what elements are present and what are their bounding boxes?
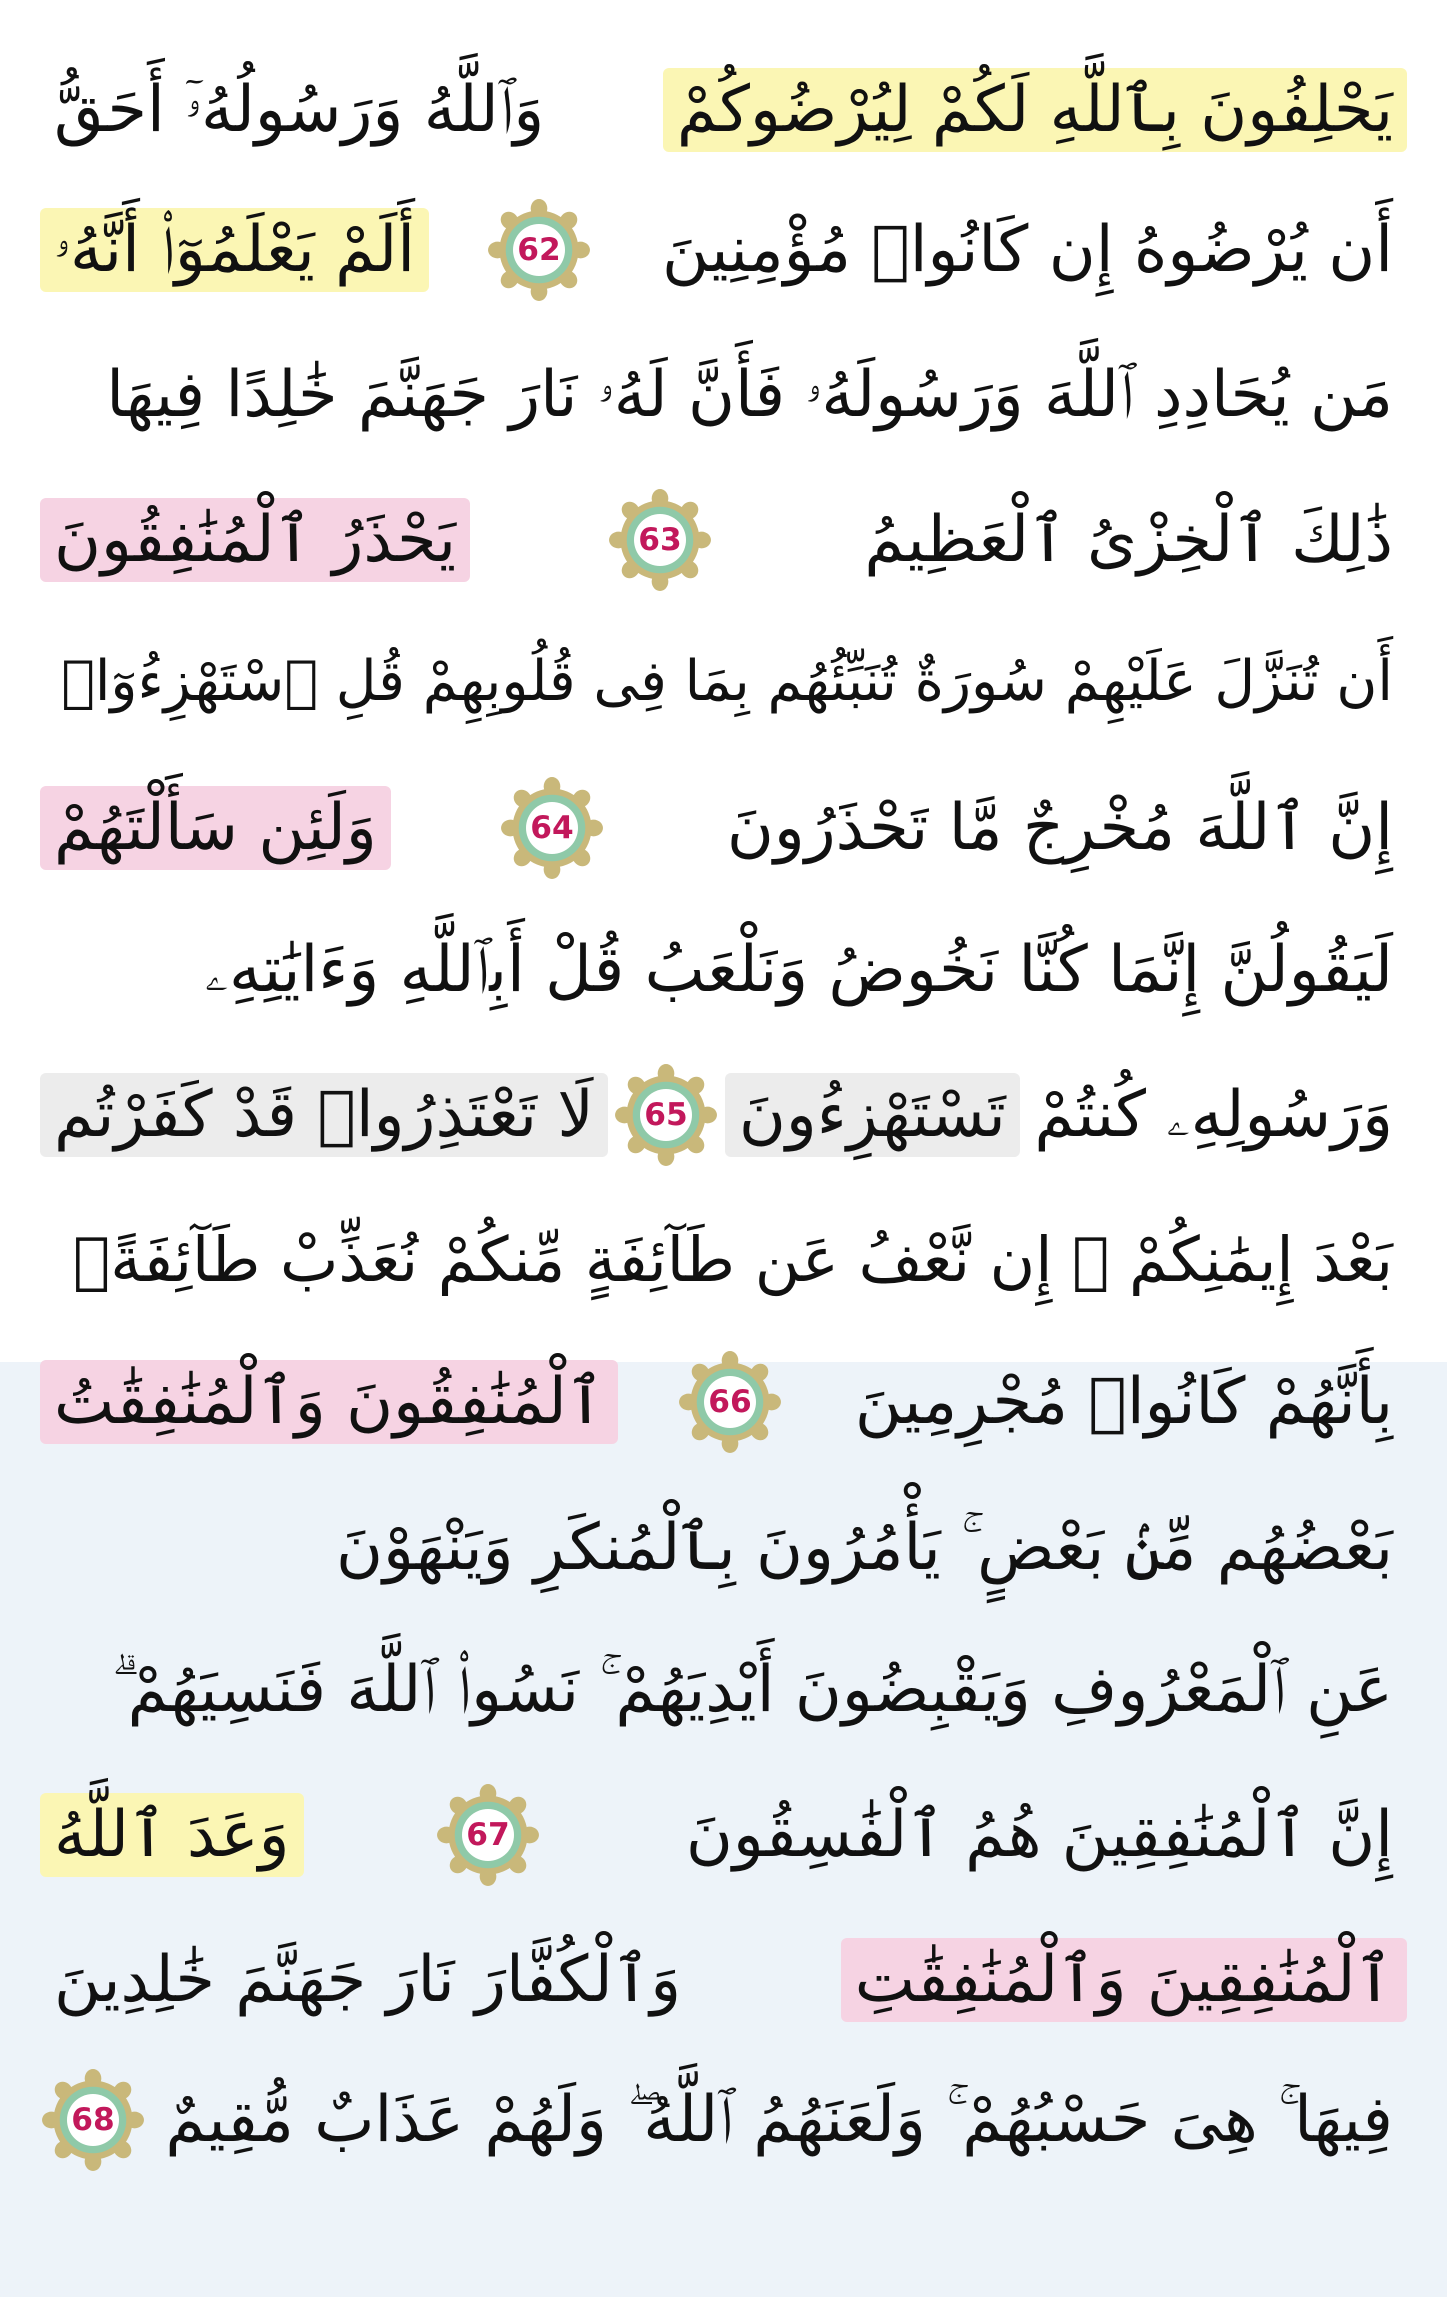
highlighted-phrase: تَسْتَهْزِءُونَ xyxy=(725,1073,1020,1157)
highlighted-phrase: يَحْذَرُ ٱلْمُنَٰفِقُونَ xyxy=(40,498,470,582)
highlighted-phrase: ٱلْمُنَٰفِقُونَ وَٱلْمُنَٰفِقَٰتُ xyxy=(40,1360,618,1444)
ayah-number: 67 xyxy=(465,1817,510,1854)
ayah-end-ornament-icon xyxy=(678,1350,782,1454)
verse-line xyxy=(40,1332,1407,1472)
verse-text: بَعْدَ إِيمَٰنِكُمْ ۚ إِن نَّعْفُ عَن طَآئِفَةٍ مِّنكُمْ نُعَذِّبْ طَآئِفَةًۢ xyxy=(72,1223,1393,1296)
verse-text: فِيهَا ۚ هِىَ حَسْبُهُمْ ۚ وَلَعَنَهُمُ ٱللَّهُ ۖ وَلَهُمْ عَذَابٌ مُّقِيمٌ xyxy=(165,2083,1393,2157)
highlighted-phrase: وَعَدَ ٱللَّهُ xyxy=(40,1793,304,1877)
highlighted-phrase: أَلَمْ يَعْلَمُوٓا۟ أَنَّهُۥ xyxy=(40,208,429,292)
verse-text: إِنَّ ٱللَّهَ مُخْرِجٌ مَّا تَحْذَرُونَ xyxy=(726,791,1393,865)
verse-text: وَرَسُولِهِۦ كُنتُمْ xyxy=(1034,1078,1393,1152)
verse-line xyxy=(40,612,1407,752)
verse-line xyxy=(40,1910,1407,2050)
ayah-number: 66 xyxy=(707,1384,752,1421)
ayah-number: 62 xyxy=(516,232,561,269)
highlighted-phrase: يَحْلِفُونَ بِٱللَّهِ لَكُمْ لِيُرْضُوكُمْ xyxy=(663,68,1407,152)
verse-text: بِأَنَّهُمْ كَانُوا۟ مُجْرِمِينَ xyxy=(854,1365,1393,1439)
verse-text: عَنِ ٱلْمَعْرُوفِ وَيَقْبِضُونَ أَيْدِيَهُمْ ۚ نَسُوا۟ ٱللَّهَ فَنَسِيَهُمْ ۗ xyxy=(111,1653,1393,1727)
verse-text: أَن تُنَزَّلَ عَلَيْهِمْ سُورَةٌ تُنَبِّئُهُم بِمَا فِى قُلُوبِهِمْ قُلِ ٱسْتَهْزِءُوٓا۟ xyxy=(61,649,1393,714)
verse-text: مَن يُحَادِدِ ٱللَّهَ وَرَسُولَهُۥ فَأَنَّ لَهُۥ نَارَ جَهَنَّمَ خَٰلِدًا فِيهَا xyxy=(106,358,1393,432)
verse-line xyxy=(40,1190,1407,1330)
verse-line xyxy=(40,2050,1407,2190)
highlighted-phrase: ٱلْمُنَٰفِقِينَ وَٱلْمُنَٰفِقَٰتِ xyxy=(841,1938,1407,2022)
verse-line xyxy=(40,1620,1407,1760)
highlighted-phrase: لَا تَعْتَذِرُوا۟ قَدْ كَفَرْتُم xyxy=(40,1073,608,1157)
ayah-number: 64 xyxy=(530,810,574,847)
verse-text: إِنَّ ٱلْمُنَٰفِقِينَ هُمُ ٱلْفَٰسِقُونَ xyxy=(685,1798,1393,1872)
verse-text: وَٱلْكُفَّارَ نَارَ جَهَنَّمَ خَٰلِدِينَ xyxy=(54,1943,682,2017)
ayah-end-ornament-icon xyxy=(614,1063,718,1167)
ayah-end-ornament-icon xyxy=(436,1783,540,1887)
verse-line xyxy=(40,40,1407,180)
verse-line xyxy=(40,470,1407,610)
verse-text: وَٱللَّهُ وَرَسُولُهُۥٓ أَحَقُّ xyxy=(54,73,545,147)
ayah-end-ornament-icon xyxy=(608,488,712,592)
ayah-number: 65 xyxy=(644,1097,689,1134)
verse-line xyxy=(40,1765,1407,1905)
verse-text: أَن يُرْضُوهُ إِن كَانُوا۟ مُؤْمِنِينَ xyxy=(662,213,1393,287)
verse-line xyxy=(40,1478,1407,1618)
verse-text: بَعْضُهُم مِّنۢ بَعْضٍ ۚ يَأْمُرُونَ بِٱلْمُنكَرِ وَيَنْهَوْنَ xyxy=(335,1511,1393,1585)
verse-line xyxy=(40,758,1407,898)
ayah-end-ornament-icon xyxy=(41,2068,145,2172)
verse-line xyxy=(40,900,1407,1040)
ayah-number: 68 xyxy=(71,2102,116,2139)
ayah-end-ornament-icon xyxy=(487,198,591,302)
verse-line xyxy=(40,1045,1407,1185)
verse-text: لَيَقُولُنَّ إِنَّمَا كُنَّا نَخُوضُ وَنَلْعَبُ قُلْ أَبِٱللَّهِ وَءَايَٰتِهِۦ xyxy=(204,933,1393,1007)
verse-line xyxy=(40,325,1407,465)
highlighted-phrase: وَلَئِن سَأَلْتَهُمْ xyxy=(40,786,391,870)
verse-line xyxy=(40,180,1407,320)
ayah-number: 63 xyxy=(638,522,682,559)
ayah-end-ornament-icon xyxy=(500,776,604,880)
verse-text: ذَٰلِكَ ٱلْخِزْىُ ٱلْعَظِيمُ xyxy=(864,503,1393,577)
